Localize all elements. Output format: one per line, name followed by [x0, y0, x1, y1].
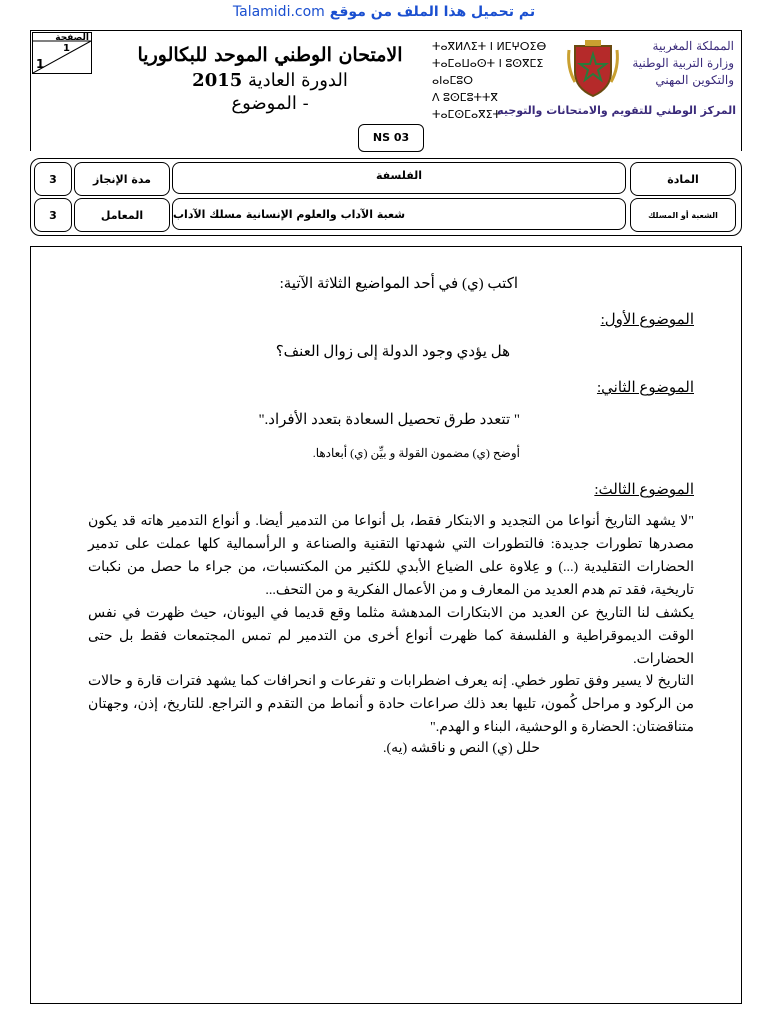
- branch-value: شعبة الآداب والعلوم الإنسانية مسلك الآداب: [173, 207, 406, 221]
- session-year: 2015: [192, 70, 243, 91]
- topic-3-task: حلل (ي) النص و ناقشه (يه).: [382, 741, 540, 756]
- tifinagh-line: ⴷ ⵓⵙⵎⵓⵜⵜⴳ ⵜⴰⵎⵙⵎⴰⴳⵉⵜ: [432, 91, 501, 121]
- coefficient-label: المعامل: [100, 208, 144, 222]
- subject-label: المادة: [667, 172, 699, 186]
- tifinagh-line: ⵜⴰⵎⴰⵡⴰⵙⵜ ⵏ ⵓⵙⴳⵎⵉ ⴰⵏⴰⵎⵓⵔ: [432, 57, 544, 87]
- duration-label-cell: [74, 162, 170, 196]
- subject-value-cell: [172, 162, 626, 194]
- session-label: الدورة العادية: [248, 70, 348, 91]
- coefficient-label-cell: [74, 198, 170, 232]
- page-current: 1: [63, 43, 70, 54]
- branch-value-cell: [172, 198, 626, 230]
- top-banner: [0, 4, 768, 20]
- coefficient-value: 3: [49, 208, 57, 222]
- exam-code-badge: NS 03: [358, 124, 424, 152]
- tifinagh-line: ⵜⴰⴳⵍⴷⵉⵜ ⵏ ⵍⵎⵖⵔⵉⴱ: [432, 40, 547, 53]
- evaluation-center-name: المركز الوطني للتقويم والامتحانات والتوجيه: [497, 104, 736, 117]
- topic-3-paragraph-1: "لا يشهد التاريخ أنواعا من التجديد و الابتكار فقط، بل أنواعا من التدمير أيضا. و أنواع التدمير هاته قد يكون مصدرها تطورات جديدة: فالتطورات التي شهدتها التقنية والصناعة و الرأسمالية كلها عملت على تدمير الحضارات التقليدية (...) و عِلاوة على الضياع الأبدي للكثير من المكتسبات، من جراء ما حصل من نكبات تاريخية، فقد تم هدم العديد من المعارف و من الأعمال الفكرية و من التحف...: [88, 514, 694, 598]
- subject-heading: - الموضوع: [231, 93, 309, 114]
- topic-3-paragraph-3: التاريخ لا يسير وفق تطور خطي. إنه يعرف اضطرابات و تفرعات و انحرافات كما يشهد فترات قارة و حالات من الركود و مراحل كُمون، تليها بعد ذلك صراعات حادة و أنماط من التقدم و التراجع. للتاريخ، إذن، وجهتان متناقضتان: الحضارة و الوحشية، البناء و الهدم.": [88, 674, 694, 735]
- kingdom-name: المملكة المغربية: [652, 39, 734, 53]
- page-number-box: [32, 32, 92, 74]
- banner-text: تم تحميل هذا الملف من موقع: [329, 4, 536, 20]
- topic-3-heading: الموضوع الثالث:: [594, 482, 694, 498]
- ministry-name: [624, 38, 734, 89]
- topic-1-heading: الموضوع الأول:: [600, 312, 694, 328]
- duration-value-cell: [34, 162, 72, 196]
- exam-title: الامتحان الوطني الموحد للبكالوريا: [137, 44, 403, 66]
- topic-3-paragraph-2: يكشف لنا التاريخ عن العديد من الابتكارات المدهشة مثلما وقع قديما في اليونان، حيث ظهرت في نفس الوقت الديموقراطية و الفلسفة كما ظهرت أنواع أخرى من التدمير لم تمس المجتمعات فقط بل حتى الحضارات.: [88, 606, 694, 667]
- topic-2-heading: الموضوع الثاني:: [596, 380, 694, 396]
- coefficient-value-cell: [34, 198, 72, 232]
- duration-value: 3: [49, 172, 57, 186]
- topic-1-question: هل يؤدي وجود الدولة إلى زوال العنف؟: [275, 344, 510, 360]
- site-link[interactable]: Talamidi.com: [232, 4, 325, 20]
- page-label: الصفحة: [55, 33, 89, 43]
- branch-label-cell: [630, 198, 736, 232]
- ministry-line: وزارة التربية الوطنية: [632, 56, 734, 70]
- topic-2-task: أوضح (ي) مضمون القولة و بيِّن (ي) أبعادها.: [312, 446, 520, 460]
- session-line: [120, 70, 420, 91]
- branch-label: الشعبة أو المسلك: [648, 210, 718, 220]
- page-total: 1: [36, 57, 45, 71]
- exam-title-block: [120, 44, 420, 114]
- subject-label-cell: [630, 162, 736, 196]
- kingdom-emblem-icon: [565, 38, 621, 100]
- subject-value: الفلسفة: [375, 169, 423, 182]
- topic-2-quote: " تتعدد طرق تحصيل السعادة بتعدد الأفراد.": [258, 412, 520, 428]
- duration-label: مدة الإنجاز: [93, 172, 151, 186]
- ministry-line: والتكوين المهني: [655, 73, 734, 87]
- instruction: اكتب (ي) في أحد المواضيع الثلاثة الآتية:: [279, 276, 518, 292]
